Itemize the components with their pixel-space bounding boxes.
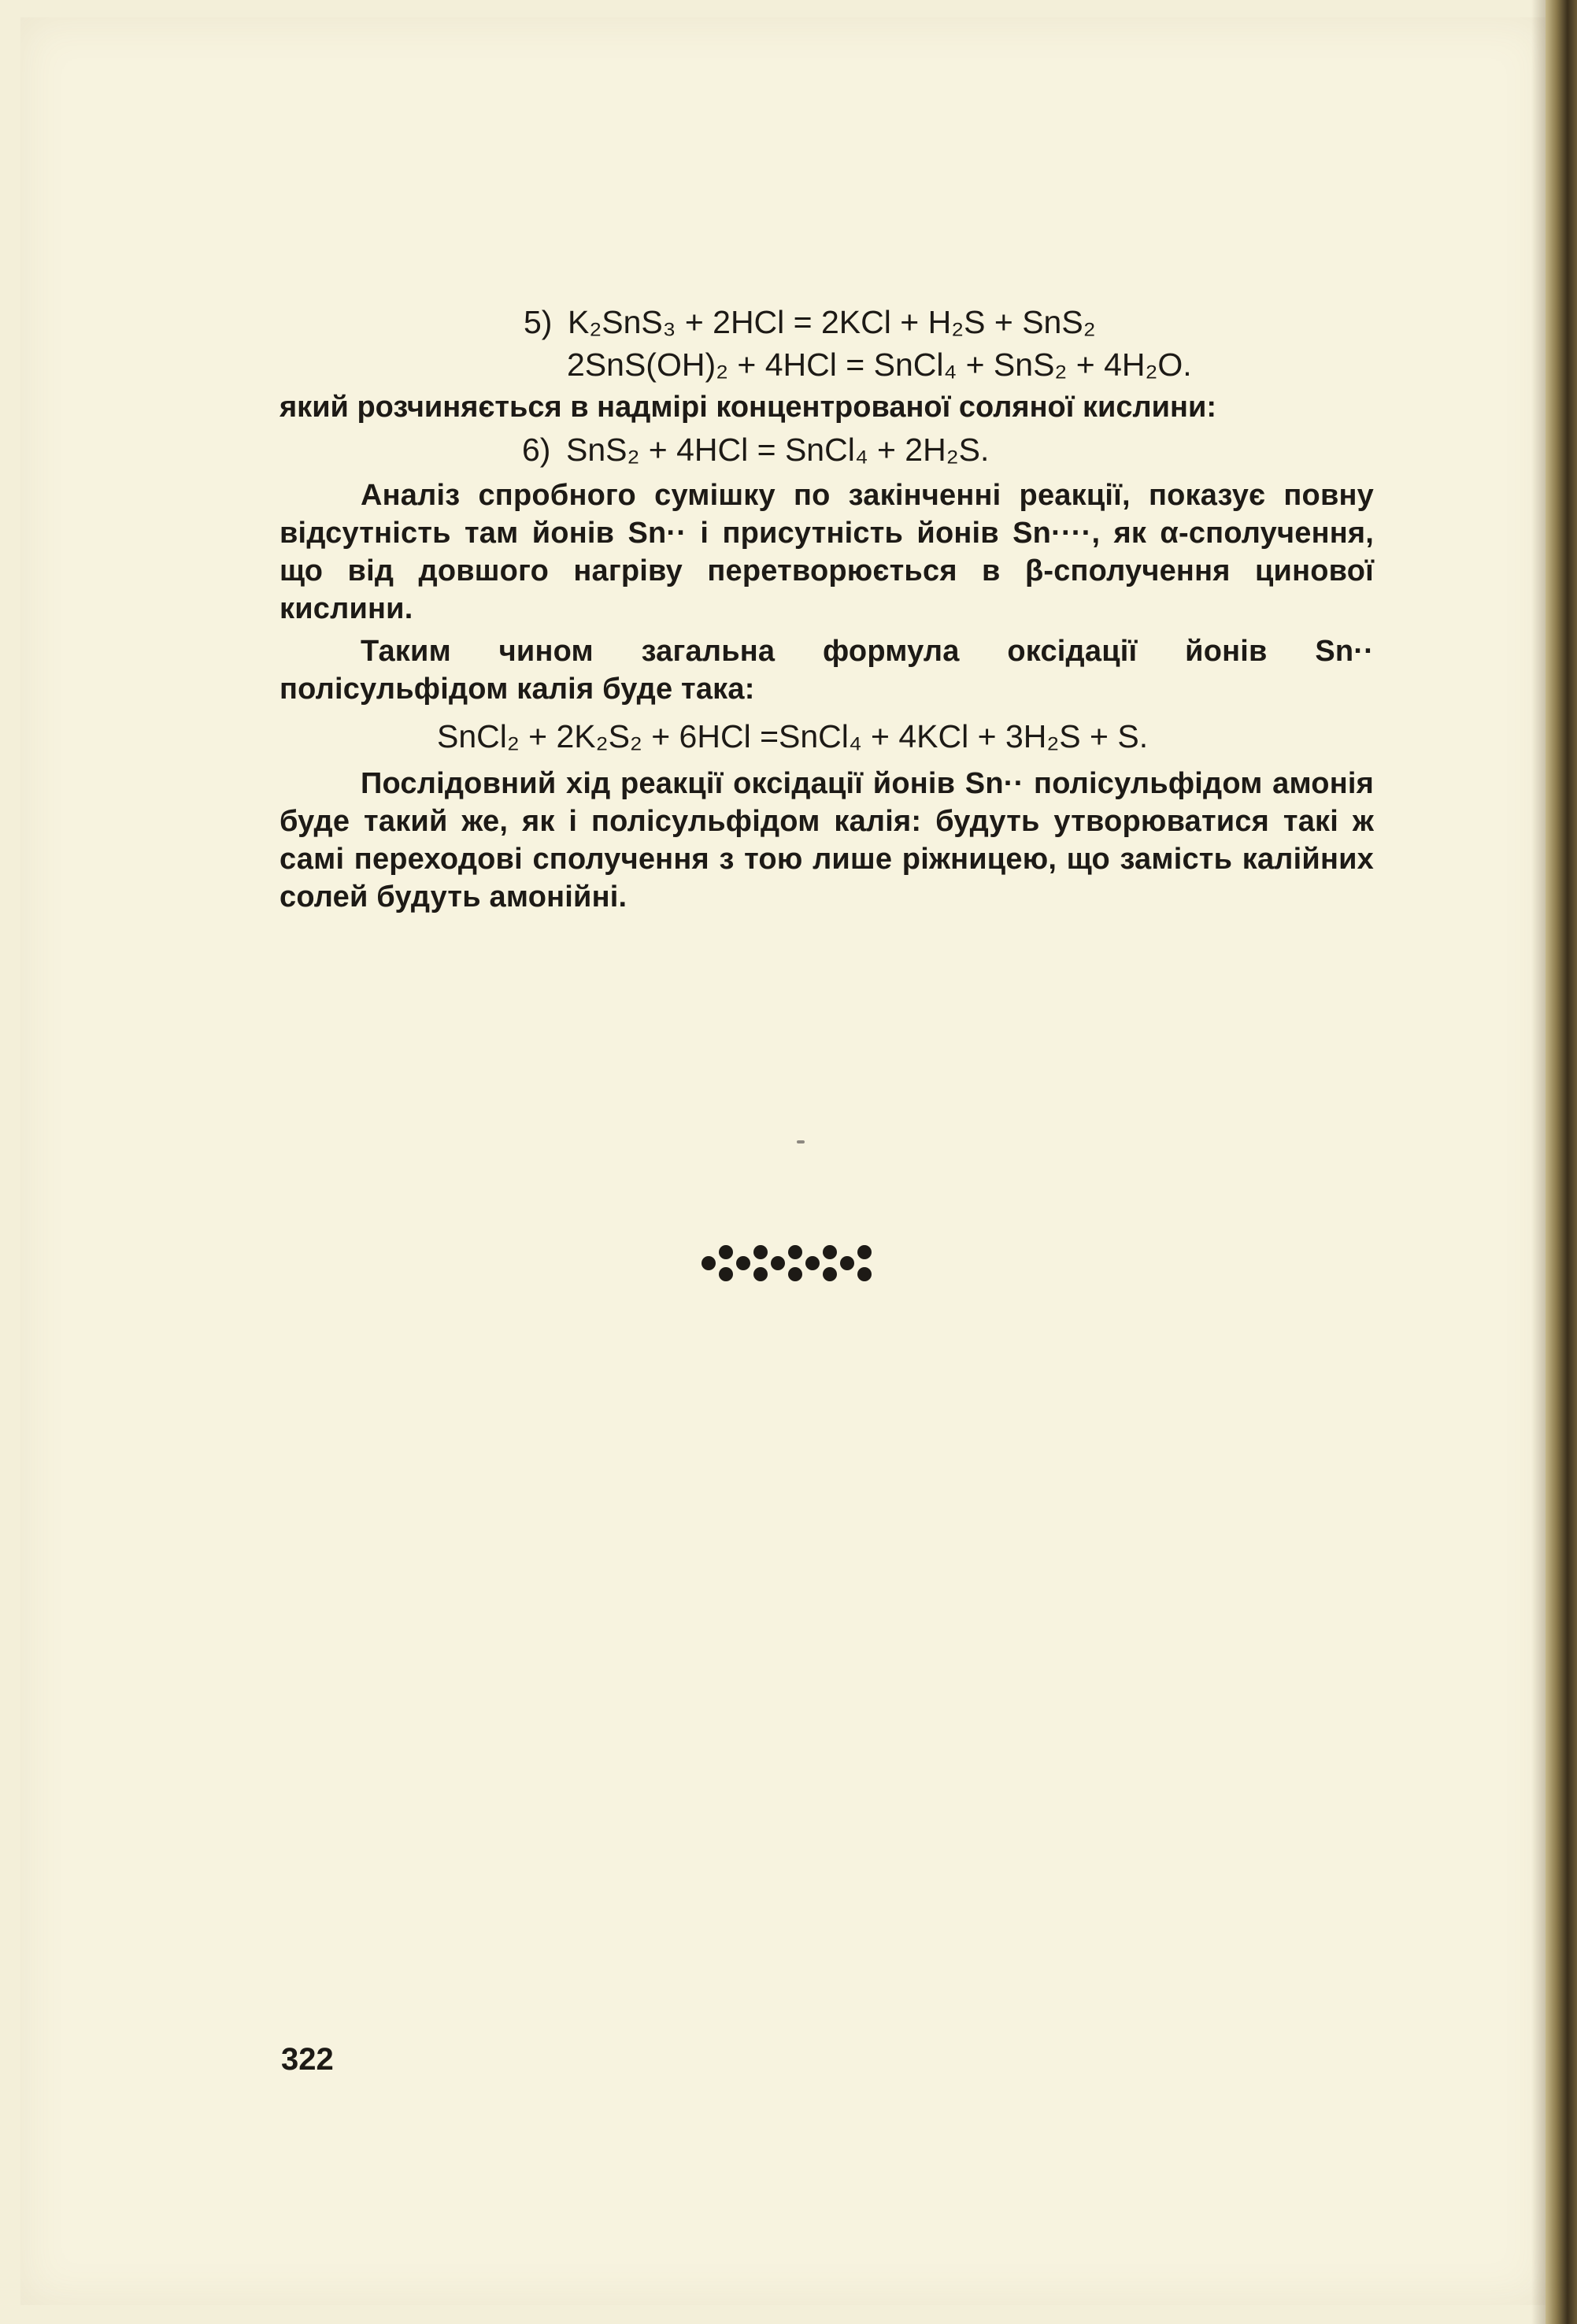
equation-5a: [279, 303, 1374, 343]
page-number: 322: [281, 2042, 334, 2077]
paragraph-analysis: Аналіз спробного сумішку по закінченні реакції, показує повну відсутність там йонів Sn·· і присутність йонів Sn····, як α-сполучення, що від довшого нагріву перетворюється в β-сполучення цинової кислини.: [279, 479, 1374, 625]
equation-6-text: SnS₂ + 4HCl = SnCl₄ + 2H₂S.: [565, 432, 990, 468]
equation-6: [279, 431, 1374, 470]
equation-total: [279, 717, 1374, 757]
paragraph-formula: Таким чином загальна формула оксідації йонів Sn·· полісульфідом калія буде така:: [279, 635, 1374, 706]
page-content: [279, 303, 1374, 916]
ornament-divider: [699, 1238, 875, 1285]
page-edge-shadow: [1531, 0, 1546, 2324]
equation-5b-text: 2SnS(OH)₂ + 4HCl = SnCl₄ + SnS₂ + 4H₂O.: [567, 347, 1192, 383]
paragraph-sequence: Послідовний хід реакції оксідації йонів Sn·· полісульфідом амонія буде такий же, як і полісульфідом калія: будуть утворюватися такі ж самі переходові сполучення з тою лише ріжницею, що замість калійних солей будуть амонійні.: [279, 767, 1374, 914]
equation-5-number: 5): [524, 304, 553, 340]
equation-6-number: 6): [522, 432, 551, 468]
equation-total-text: SnCl₂ + 2K₂S₂ + 6HCl =SnCl₄ + 4KCl + 3H₂S + S.: [437, 718, 1149, 754]
book-spine: [1546, 0, 1577, 2324]
print-speck: [797, 1140, 805, 1143]
equation-5a-text: K₂SnS₃ + 2HCl = 2KCl + H₂S + SnS₂: [567, 304, 1096, 340]
equation-5b: [279, 346, 1374, 385]
line-which: який розчиняється в надмірі концентрованої соляної кислини:: [279, 391, 1216, 424]
